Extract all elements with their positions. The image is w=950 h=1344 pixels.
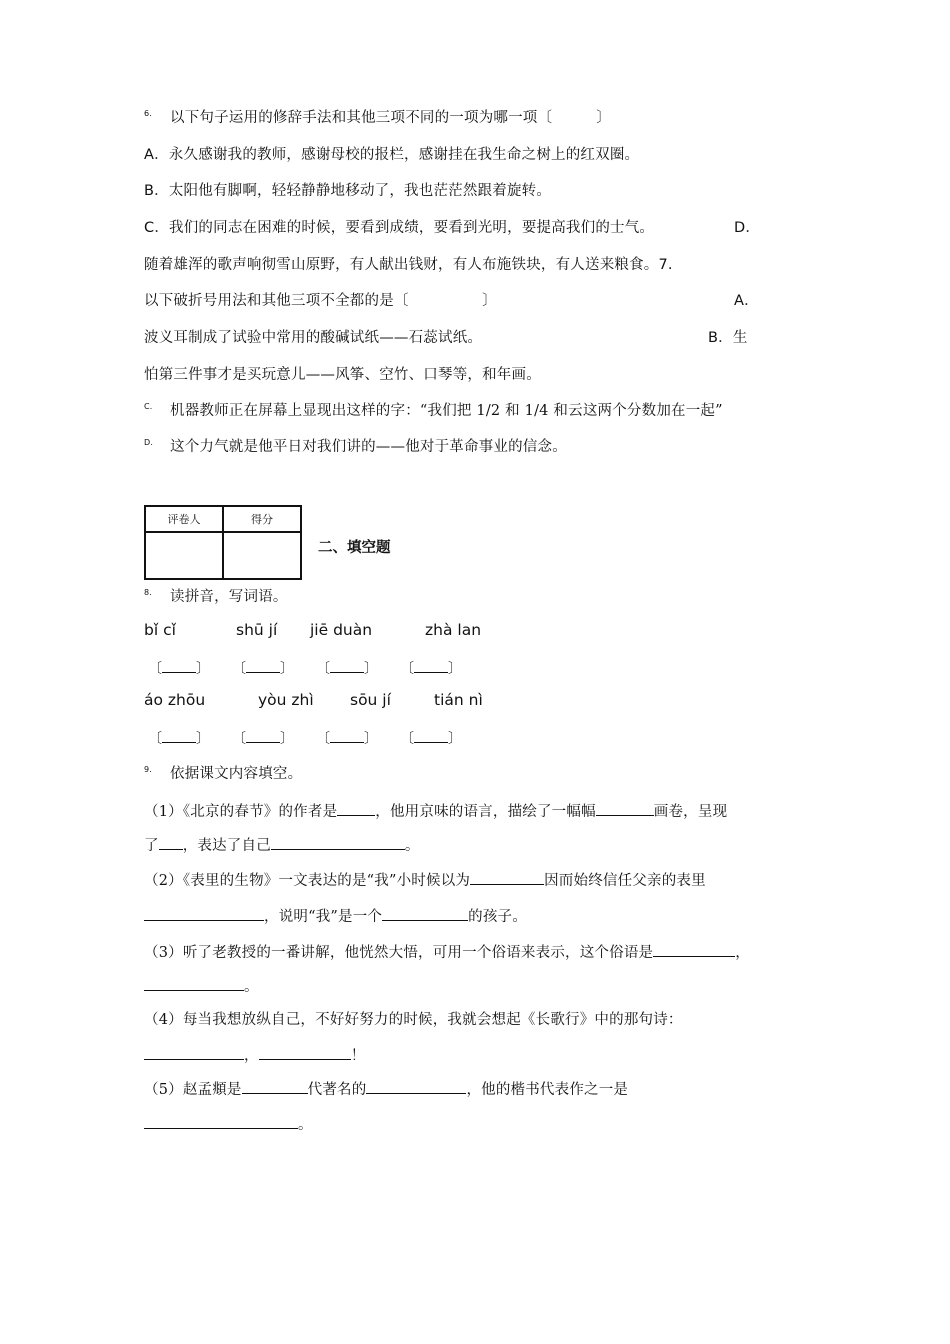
q9-number: 9.: [144, 765, 153, 774]
q7-b-text-1: 生: [732, 330, 748, 346]
q7-a-text: 波义耳制成了试验中常用的酸碱试纸——石蕊试纸。: [144, 330, 483, 346]
q9-stem-line: [144, 764, 302, 784]
section-title: 二、填空题: [318, 540, 391, 556]
q9-item-5-line-2: 。: [144, 1113, 313, 1135]
q6-c-text: 我们的同志在困难的时候，要看到成绩，要看到光明，要提高我们的士气。: [169, 220, 655, 236]
q6-option-d: [144, 255, 673, 275]
pinyin-5: áo zhōu: [144, 691, 206, 709]
blank-6[interactable]: [144, 905, 264, 921]
q7-b-text-2: 怕第三件事才是买玩意儿——风筝、空竹、口琴等，和年画。: [144, 367, 541, 383]
q6-b-label: B．: [144, 183, 169, 199]
answer-box-3[interactable]: 〔 〕: [316, 658, 378, 678]
pinyin-8: tián nì: [434, 691, 483, 709]
answer-box-6[interactable]: 〔 〕: [232, 728, 294, 748]
answer-box-5[interactable]: 〔 〕: [148, 728, 210, 748]
q7-a-label: A．: [734, 293, 759, 309]
answer-box-7[interactable]: 〔 〕: [316, 728, 378, 748]
q7-option-b-head: [708, 328, 748, 348]
q6-stem: 以下句子运用的修辞手法和其他三项不同的一项为哪一项〔 〕: [170, 110, 611, 126]
q7-d-label: D.: [144, 438, 154, 447]
q6-a-text: 永久感谢我的教师，感谢母校的报栏，感谢挂在我生命之树上的红双圈。: [168, 147, 640, 163]
blank-4[interactable]: [271, 834, 405, 850]
blank-10[interactable]: [144, 1044, 244, 1060]
q8-number: 8.: [144, 588, 153, 597]
blank-7[interactable]: [382, 905, 468, 921]
blank-3[interactable]: [159, 834, 183, 850]
q6-c-label: C．: [144, 220, 170, 236]
q9-item-4-line-2: ， ！: [144, 1044, 365, 1066]
q9-item-4-line-1: （4）每当我想放纵自己，不好好努力的时候，我就会想起《长歌行》中的那句诗：: [144, 1012, 683, 1028]
pinyin-3: jiē duàn: [310, 621, 373, 639]
blank-5[interactable]: [470, 869, 544, 885]
q7-d-text: 这个力气就是他平日对我们讲的——他对于革命事业的信念。: [170, 439, 567, 455]
q7-b-label: B．: [708, 330, 733, 346]
score-table-header-score: 得分: [223, 506, 301, 532]
q6-option-a: [144, 145, 639, 165]
q9-item-3-line-2: 。: [144, 975, 259, 997]
score-table: [144, 505, 302, 580]
q9-item-1-line-1: （1）《北京的春节》的作者是 ，他用京味的语言，描绘了一幅幅 画卷，呈现: [144, 800, 727, 822]
q7-c-text: 机器教师正在屏幕上显现出这样的字：“我们把 1/2 和 1/4 和云这两个分数加在一起”: [170, 403, 723, 419]
q6-number: 6.: [144, 109, 153, 118]
q6-stem-line: [144, 108, 611, 128]
q9-item-1-line-2: 了 ，表达了自己 。: [144, 834, 420, 856]
blank-13[interactable]: [366, 1078, 466, 1094]
pinyin-2: shū jí: [236, 621, 278, 639]
q9-item-2-line-1: （2）《表里的生物》一文表达的是“我”小时候以为 因而始终信任父亲的表里: [144, 869, 706, 891]
answer-box-2[interactable]: 〔 〕: [232, 658, 294, 678]
pinyin-4: zhà lan: [425, 621, 482, 639]
q8-stem: 读拼音，写词语。: [170, 589, 288, 605]
blank-1[interactable]: [337, 800, 375, 816]
q7-option-d: [144, 437, 567, 457]
blank-8[interactable]: [653, 941, 735, 957]
q7-stem: 以下破折号用法和其他三项不全都的是〔 〕: [144, 293, 497, 309]
score-table-grader-cell[interactable]: [145, 532, 223, 579]
q7-c-label: C.: [144, 402, 153, 411]
q9-item-5-line-1: （5）赵孟頫是 代著名的 ，他的楷书代表作之一是: [144, 1078, 628, 1100]
blank-2[interactable]: [596, 800, 654, 816]
score-table-score-cell[interactable]: [223, 532, 301, 579]
pinyin-7: sōu jí: [350, 691, 391, 709]
q9-item-3-line-1: （3）听了老教授的一番讲解，他恍然大悟，可用一个俗语来表示，这个俗语是 ，: [144, 941, 750, 963]
q6-b-text: 太阳他有脚啊，轻轻静静地移动了，我也茫茫然跟着旋转。: [168, 183, 552, 199]
q9-item-2-line-2: ，说明“我”是一个 的孩子。: [144, 905, 527, 927]
answer-box-8[interactable]: 〔 〕: [400, 728, 462, 748]
pinyin-1: bǐ cǐ: [144, 621, 176, 639]
answer-box-4[interactable]: 〔 〕: [400, 658, 462, 678]
q6-option-c: [144, 218, 654, 238]
q6-d-label: D．: [734, 220, 761, 236]
q7-number: 7.: [658, 257, 673, 273]
q7-option-c: [144, 401, 723, 421]
pinyin-6: yòu zhì: [258, 691, 314, 709]
blank-9[interactable]: [144, 975, 244, 991]
q9-stem: 依据课文内容填空。: [170, 766, 303, 782]
answer-box-1[interactable]: 〔 〕: [148, 658, 210, 678]
blank-12[interactable]: [242, 1078, 308, 1094]
q8-stem-line: [144, 587, 288, 607]
q6-option-b: [144, 181, 551, 201]
blank-11[interactable]: [259, 1044, 351, 1060]
q6-a-label: A．: [144, 147, 169, 163]
blank-14[interactable]: [144, 1113, 298, 1129]
score-table-header-grader: 评卷人: [145, 506, 223, 532]
q6-d-text: 随着雄浑的歌声响彻雪山原野，有人献出钱财，有人布施铁块，有人送来粮食。: [144, 257, 659, 273]
